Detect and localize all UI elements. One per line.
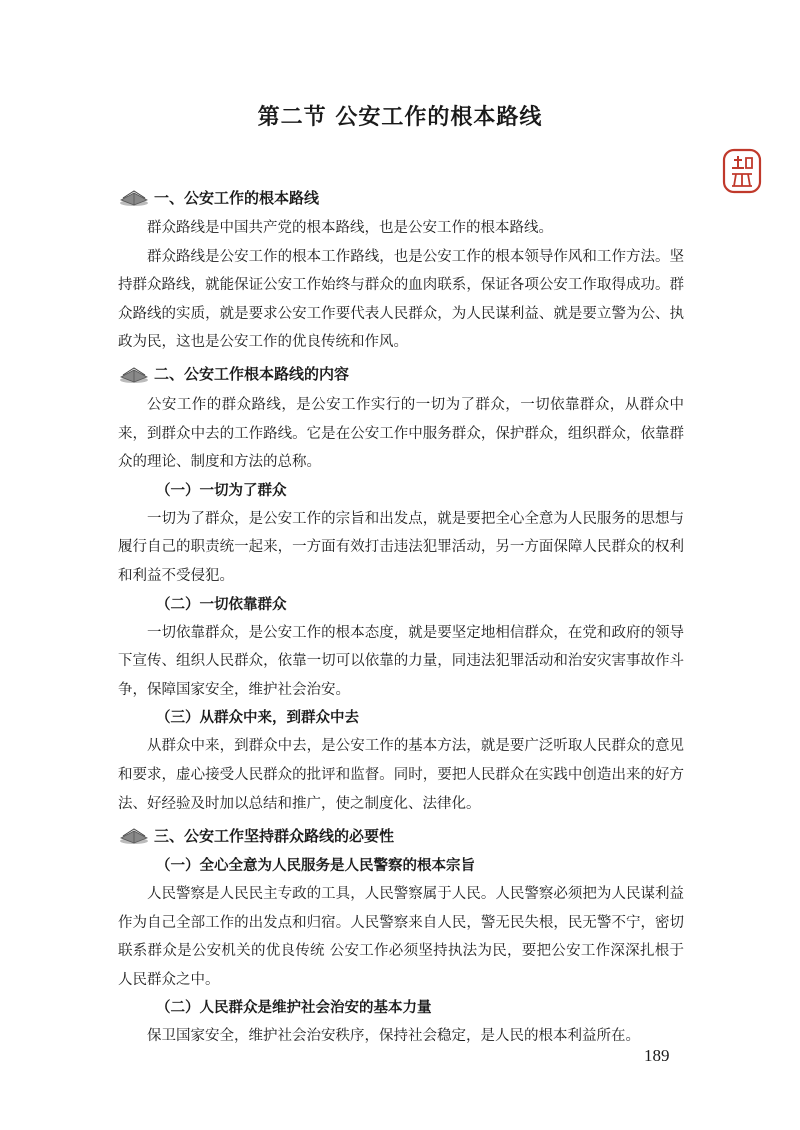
section-heading-2 — [118, 359, 684, 389]
subsection-heading: （一）一切为了群众 — [156, 482, 287, 499]
paragraph: 一切为了群众，是公安工作的宗旨和出发点，就是要把全心全意为人民服务的思想与履行自己的职责统一起来，一方面有效打击违法犯罪活动，另一方面保障人民群众的权利和利益不受侵犯。 — [118, 510, 684, 584]
paragraph: 人民警察是人民民主专政的工具，人民警察属于人民。人民警察必须把为人民谋利益作为自己全部工作的出发点和归宿。人民警察来自人民，警无民失根，民无警不宁，密切联系群众是公安机关的优良传统 公安工作必须坚持执法为民，要把公安工作深深扎根于人民群众之中。 — [118, 886, 684, 988]
subsection-heading: （二）人民群众是维护社会治安的基本力量 — [156, 1000, 432, 1017]
paragraph: 公安工作的群众路线，是公安工作实行的一切为了群众，一切依靠群众，从群众中来，到群众中去的工作路线。它是在公安工作中服务群众，保护群众，组织群众，依靠群众的理论、制度和方法的总称。 — [118, 396, 684, 471]
section-heading-3 — [118, 820, 684, 850]
seal-stamp-icon — [722, 148, 762, 194]
paragraph: 群众路线是公安工作的根本工作路线，也是公安工作的根本领导作风和工作方法。坚持群众路线，就能保证公安工作始终与群众的血肉联系，保证各项公安工作取得成功。群众路线的实质，就是要求公安工作要代表人民群众，为人民谋利益、就是要立警为公、执政为民，这也是公安工作的优良传统和作风。 — [118, 248, 684, 351]
main-content — [118, 180, 684, 1051]
subsection-heading: （三）从群众中来，到群众中去 — [156, 710, 359, 727]
book-stack-icon — [118, 364, 150, 384]
book-stack-icon — [118, 187, 150, 207]
page-number: 189 — [644, 1046, 670, 1065]
book-stack-icon — [118, 825, 150, 845]
page-title: 第二节 公安工作的根本路线 — [257, 104, 543, 130]
subsection-heading: （一）全心全意为人民服务是人民警察的根本宗旨 — [156, 858, 475, 875]
section-heading-1 — [118, 182, 684, 212]
section-heading-text: 二、公安工作根本路线的内容 — [154, 365, 350, 384]
section-heading-text: 三、公安工作坚持群众路线的必要性 — [154, 826, 395, 845]
section-heading-text: 一、公安工作的根本路线 — [154, 188, 320, 207]
paragraph: 一切依靠群众，是公安工作的根本态度，就是要坚定地相信群众，在党和政府的领导下宣传、组织人民群众，依靠一切可以依靠的力量，同违法犯罪活动和治安灾害事故作斗争，保障国家安全，维护社会治安。 — [118, 624, 684, 698]
subsection-heading: （二）一切依靠群众 — [156, 596, 287, 613]
paragraph: 保卫国家安全，维护社会治安秩序，保持社会稳定，是人民的根本利益所在。 — [147, 1028, 640, 1045]
paragraph: 群众路线是中国共产党的根本路线，也是公安工作的根本路线。 — [147, 220, 553, 236]
paragraph: 从群众中来，到群众中去，是公安工作的基本方法，就是要广泛听取人民群众的意见和要求，虚心接受人民群众的批评和监督。同时，要把人民群众在实践中创造出来的好方法、好经验及时加以总结和推广，使之制度化、法律化。 — [118, 738, 684, 812]
